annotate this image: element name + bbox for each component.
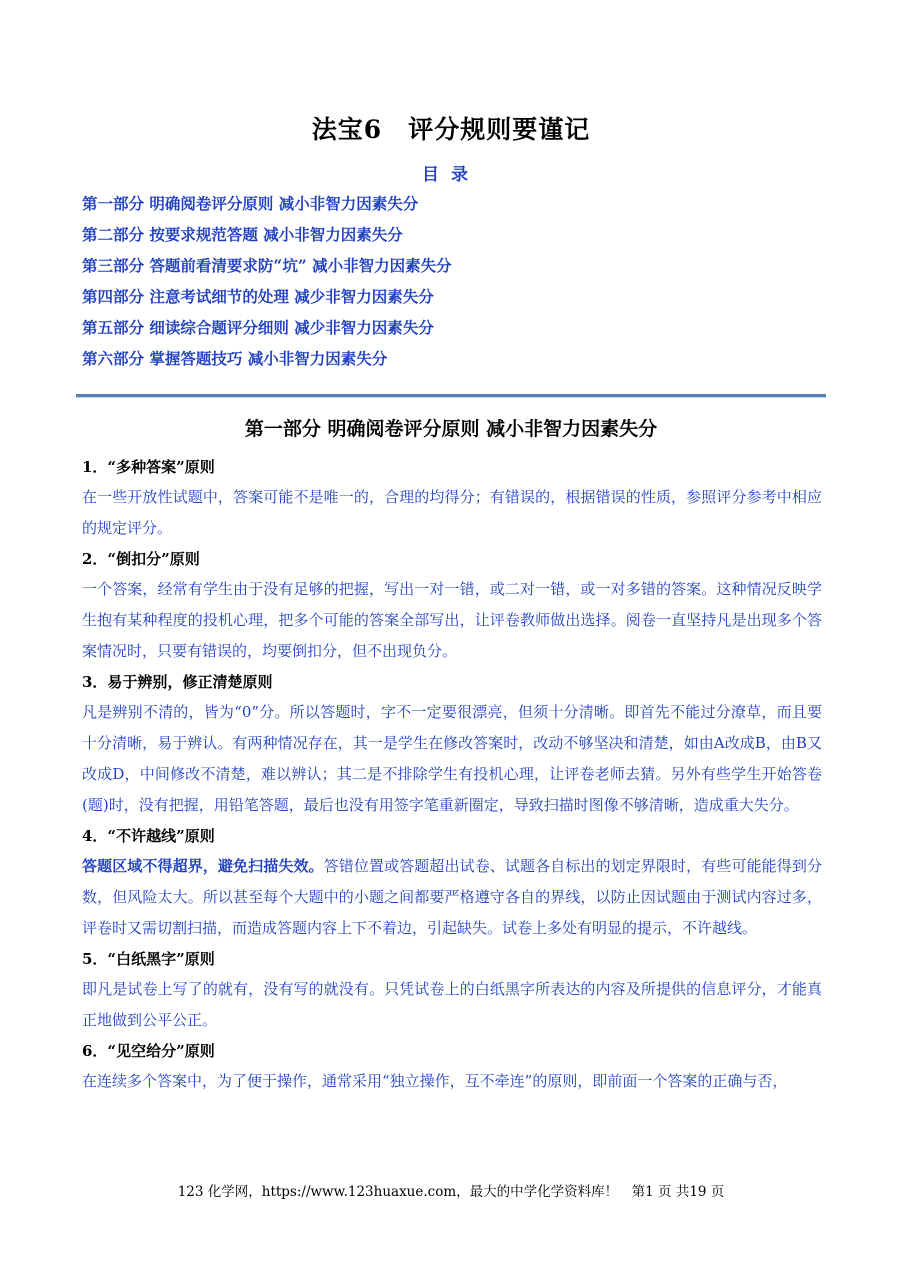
rule-text: 凡是辨别不清的，皆为“0”分。所以答题时，字不一定要很漂亮，但须十分清晰。即首先不能过分潦草，而且要十分清晰，易于辨认。有两种情况存在，其一是学生在修改答案时，改动不够坚决和清楚，如由A改成B，由B又改成D，中间修改不清楚，难以辨认；其二是不排除学生有投机心理，让评卷老师去猜。另外有些学生开始答卷(题)时，没有把握，用铅笔答题，最后也没有用签字笔重新圈定，导致扫描时图像不够清晰，造成重大失分。: [82, 703, 822, 814]
toc-item-6[interactable]: 第六部分 掌握答题技巧 减小非智力因素失分: [82, 349, 388, 368]
rule-body: [82, 851, 822, 944]
rule-heading: 3．易于辨别，修正清楚原则: [82, 673, 273, 691]
rule-lead: 答题区域不得超界，避免扫描失效。: [82, 857, 324, 875]
toc-heading: 目录: [422, 165, 480, 185]
rule-heading: 5．“白纸黑字”原则: [82, 950, 215, 968]
rule-heading: 2．“倒扣分”原则: [82, 550, 200, 568]
rule-block: [82, 667, 822, 821]
rule-block: [82, 544, 822, 667]
toc-item-5[interactable]: 第五部分 细读综合题评分细则 减少非智力因素失分: [82, 318, 434, 337]
rule-block: [82, 821, 822, 944]
rule-text: 一个答案，经常有学生由于没有足够的把握，写出一对一错，或二对一错，或一对多错的答案。这种情况反映学生抱有某种程度的投机心理，把多个可能的答案全部写出，让评卷教师做出选择。阅卷一直坚持凡是出现多个答案情况时，只要有错误的，均要倒扣分，但不出现负分。: [82, 580, 822, 660]
rule-text: 答错位置或答题超出试卷、试题各自标出的划定界限时，有些可能能得到分数，但风险太大。所以甚至每个大题中的小题之间都要严格遵守各自的界线，以防止因试题由于测试内容过多，评卷时又需切割扫描，而造成答题内容上下不着边，引起缺失。试卷上多处有明显的提示，不许越线。: [82, 857, 822, 937]
rule-body: [82, 697, 822, 821]
table-of-contents: [82, 188, 822, 374]
toc-item-4[interactable]: 第四部分 注意考试细节的处理 减少非智力因素失分: [82, 287, 434, 306]
rule-body: [82, 482, 822, 544]
rule-heading: 4．“不许越线”原则: [82, 827, 215, 845]
rule-text: 在连续多个答案中，为了便于操作，通常采用“独立操作，互不牵连”的原则，即前面一个答案的正确与否，: [82, 1072, 788, 1090]
rule-block: [82, 452, 822, 544]
page-footer: 123 化学网，https://www.123huaxue.com，最大的中学化学资料库！ 第1 页 共19 页: [177, 1184, 725, 1200]
section-content: [82, 452, 822, 1097]
section-title: 第一部分 明确阅卷评分原则 减小非智力因素失分: [244, 418, 658, 440]
section-divider: [76, 394, 826, 398]
toc-item-2[interactable]: 第二部分 按要求规范答题 减小非智力因素失分: [82, 225, 403, 244]
page-title: 法宝6 评分规则要谨记: [311, 115, 591, 144]
rule-block: [82, 944, 822, 1036]
rule-body: [82, 1066, 822, 1097]
toc-item-3[interactable]: 第三部分 答题前看清要求防“坑” 减小非智力因素失分: [82, 256, 452, 275]
rule-body: [82, 974, 822, 1036]
rule-block: [82, 1036, 822, 1097]
rule-text: 即凡是试卷上写了的就有，没有写的就没有。只凭试卷上的白纸黑字所表达的内容及所提供的信息评分，才能真正地做到公平公正。: [82, 980, 822, 1029]
toc-item-1[interactable]: 第一部分 明确阅卷评分原则 减小非智力因素失分: [82, 194, 419, 213]
rule-text: 在一些开放性试题中，答案可能不是唯一的，合理的均得分；有错误的，根据错误的性质，参照评分参考中相应的规定评分。: [82, 488, 822, 537]
rule-heading: 6．“见空给分”原则: [82, 1042, 215, 1060]
rule-body: [82, 574, 822, 667]
rule-heading: 1．“多种答案”原则: [82, 458, 215, 476]
